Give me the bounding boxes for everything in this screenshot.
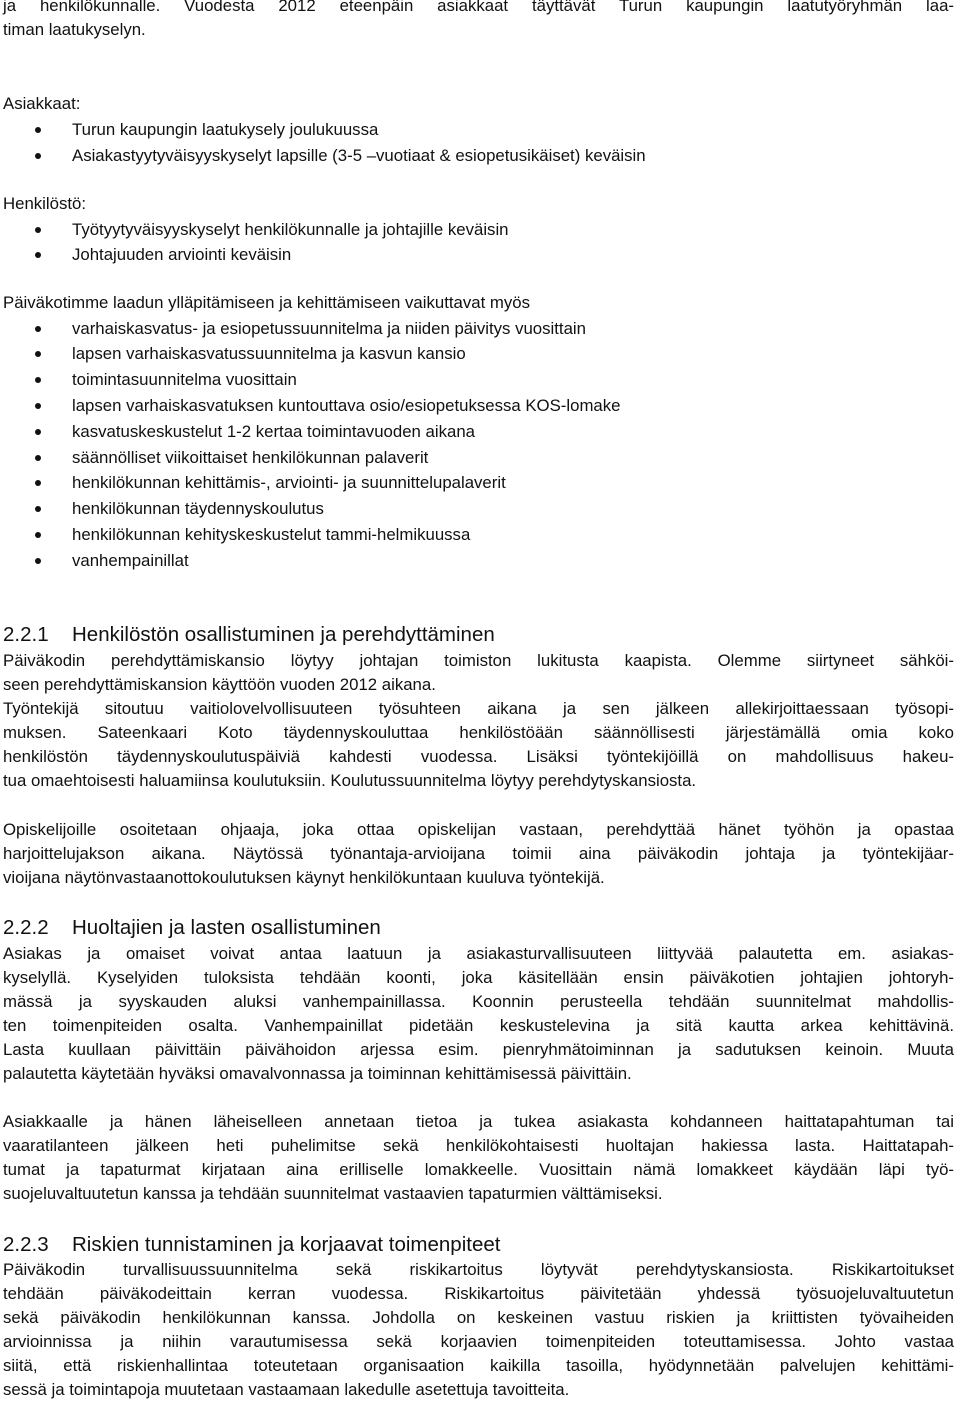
section-number: 2.2.1 xyxy=(3,623,49,646)
list-item-text: Johtajuuden arviointi keväisin xyxy=(72,245,292,264)
paragraph-line: mässä ja syyskauden aluksi vanhempainillassa. Koonnin perusteella tehdään suunnitelmat mahdollis- xyxy=(3,992,954,1011)
bullet-icon xyxy=(35,455,41,461)
bullet-icon xyxy=(35,252,41,258)
paragraph-line: seen perehdyttämiskansion käyttöön vuoden 2012 aikana. xyxy=(3,675,436,694)
section-heading-2-2-2 xyxy=(3,915,381,941)
bullet-icon xyxy=(35,480,41,486)
paragraph-line: sessä ja toimintapoja muutetaan vastaamaan lakedulle asetettuja tavoitteita. xyxy=(3,1380,570,1399)
list-heading-henkilosto: Henkilöstö: xyxy=(3,194,87,213)
bullet-icon xyxy=(35,227,41,233)
paragraph-line: sekä päiväkodin henkilökunnan kanssa. Johdolla on keskeinen vastuu riskien ja kriittisten työvaiheiden xyxy=(3,1308,954,1327)
section-title: Riskien tunnistaminen ja korjaavat toimenpiteet xyxy=(72,1233,501,1256)
list-item-text: Turun kaupungin laatukysely joulukuussa xyxy=(72,120,379,139)
paragraph-line: ten toimenpiteiden osalta. Vanhempainillat pidetään keskustelevina ja sitä kautta arkea kehittävinä. xyxy=(3,1016,954,1035)
bullet-icon xyxy=(35,403,41,409)
paragraph-line: tumat ja tapaturmat kirjataan aina erilliselle lomakkeelle. Vuosittain nämä lomakkeet käydään läpi työ- xyxy=(3,1160,954,1179)
list-item-text: Työtyytyväisyyskyselyt henkilökunnalle ja johtajille keväisin xyxy=(72,220,509,239)
list-intro: Päiväkotimme laadun ylläpitämiseen ja kehittämiseen vaikuttavat myös xyxy=(3,293,530,312)
section-title: Huoltajien ja lasten osallistuminen xyxy=(72,916,381,939)
paragraph-line: kyselyllä. Kyselyiden tuloksista tehdään koonti, joka käsitellään ensin päiväkotien johtajien johtoryh- xyxy=(3,968,954,987)
list-item-text: säännölliset viikoittaiset henkilökunnan palaverit xyxy=(72,448,429,467)
bullet-icon xyxy=(35,506,41,512)
bullet-icon xyxy=(35,127,41,133)
paragraph-line: arvioinnissa ja niihin varautumisessa sekä korjaavien toimenpiteiden toteuttamisessa. Johto vastaa xyxy=(3,1332,954,1351)
paragraph-line: tehdään päiväkodeittain kerran vuodessa. Riskikartoitus päivitetään yhdessä työsuojeluvaltuutetun xyxy=(3,1284,954,1303)
paragraph-line: Lasta kuullaan päivittäin päivähoidon arjessa esim. pienryhmätoiminnan ja sadutuksen keinoin. Muuta xyxy=(3,1040,954,1059)
section-heading-2-2-1 xyxy=(3,622,495,648)
list-heading-asiakkaat: Asiakkaat: xyxy=(3,94,81,113)
paragraph-line: tua omaehtoisesti haluamiinsa koulutuksiin. Koulutussuunnitelma löytyy perehdytyskansiosta. xyxy=(3,771,697,790)
paragraph-line: Päiväkodin perehdyttämiskansio löytyy johtajan toimiston lukitusta kaapista. Olemme siirtyneet sähköi- xyxy=(3,651,954,670)
list-item-text: henkilökunnan kehittämis-, arviointi- ja suunnittelupalaverit xyxy=(72,473,506,492)
paragraph-line: muksen. Sateenkaari Koto täydennyskouluttaa henkilöstöään säännöllisesti järjestämällä omia koko xyxy=(3,723,954,742)
bullet-icon xyxy=(35,326,41,332)
list-item-text: henkilökunnan täydennyskoulutus xyxy=(72,499,324,518)
paragraph-line: vaaratilanteen jälkeen heti puhelimitse sekä henkilökohtaisesti huoltajan hakiessa lasta. Haittatapah- xyxy=(3,1136,954,1155)
section-heading-2-2-3 xyxy=(3,1232,500,1258)
paragraph-line: suojeluvaltuutetun kanssa ja tehdään suunnitelmat vastaavien tapaturmien välttämiseksi. xyxy=(3,1184,663,1203)
list-item-text: henkilökunnan kehityskeskustelut tammi-helmikuussa xyxy=(72,525,471,544)
paragraph-line: Työntekijä sitoutuu vaitiolovelvollisuuteen työsuhteen aikana ja sen jälkeen allekirjoittaessaan työsopi- xyxy=(3,699,954,718)
paragraph-line: ja henkilökunnalle. Vuodesta 2012 eteenpäin asiakkaat täyttävät Turun kaupungin laatutyöryhmän laa- xyxy=(3,0,954,15)
paragraph-line: henkilöstön täydennyskoulutuspäiviä kahdesti vuodessa. Lisäksi työntekijöillä on mahdollisuus hakeu- xyxy=(3,747,954,766)
list-item-text: kasvatuskeskustelut 1-2 kertaa toimintavuoden aikana xyxy=(72,422,475,441)
paragraph-line: Asiakas ja omaiset voivat antaa laatuun ja asiakasturvallisuuteen liittyvää palautetta em. asiakas- xyxy=(3,944,954,963)
list-item-text: lapsen varhaiskasvatuksen kuntouttava osio/esiopetuksessa KOS-lomake xyxy=(72,396,621,415)
paragraph-line: Päiväkodin turvallisuussuunnitelma sekä riskikartoitus löytyvät perehdytyskansiosta. Riskikartoitukset xyxy=(3,1260,954,1279)
paragraph-line: timan laatukyselyn. xyxy=(3,20,146,39)
bullet-icon xyxy=(35,153,41,159)
paragraph-line: siitä, että riskienhallintaa toteutetaan organisaation kaikilla tasoilla, hyödynnetään palvelujen kehittämi- xyxy=(3,1356,954,1375)
paragraph-line: Opiskelijoille osoitetaan ohjaaja, joka ottaa opiskelijan vastaan, perehdyttää hänet työhön ja opastaa xyxy=(3,820,954,839)
paragraph-line: Asiakkaalle ja hänen läheiselleen annetaan tietoa ja tukea asiakasta kohdanneen haittatapahtuman tai xyxy=(3,1112,954,1131)
bullet-icon xyxy=(35,429,41,435)
section-number: 2.2.2 xyxy=(3,916,49,939)
bullet-icon xyxy=(35,351,41,357)
paragraph-line: palautetta käytetään hyväksi omavalvonnassa ja toiminnan kehittämisessä päivittäin. xyxy=(3,1064,632,1083)
bullet-icon xyxy=(35,377,41,383)
paragraph-line: harjoittelujakson aikana. Näytössä työnantaja-arvioijana toimii aina päiväkodin johtaja ja työntekijäar- xyxy=(3,844,954,863)
list-item-text: varhaiskasvatus- ja esiopetussuunnitelma ja niiden päivitys vuosittain xyxy=(72,319,586,338)
bullet-icon xyxy=(35,532,41,538)
list-item-text: Asiakastyytyväisyyskyselyt lapsille (3-5 –vuotiaat & esiopetusikäiset) keväisin xyxy=(72,146,646,165)
section-number: 2.2.3 xyxy=(3,1233,49,1256)
paragraph-line: vioijana näytönvastaanottokoulutuksen käynyt henkilökuntaan kuuluva työntekijä. xyxy=(3,868,605,887)
list-item-text: lapsen varhaiskasvatussuunnitelma ja kasvun kansio xyxy=(72,344,466,363)
list-item-text: toimintasuunnitelma vuosittain xyxy=(72,370,297,389)
section-title: Henkilöstön osallistuminen ja perehdyttäminen xyxy=(72,623,495,646)
bullet-icon xyxy=(35,558,41,564)
list-item-text: vanhempainillat xyxy=(72,551,189,570)
